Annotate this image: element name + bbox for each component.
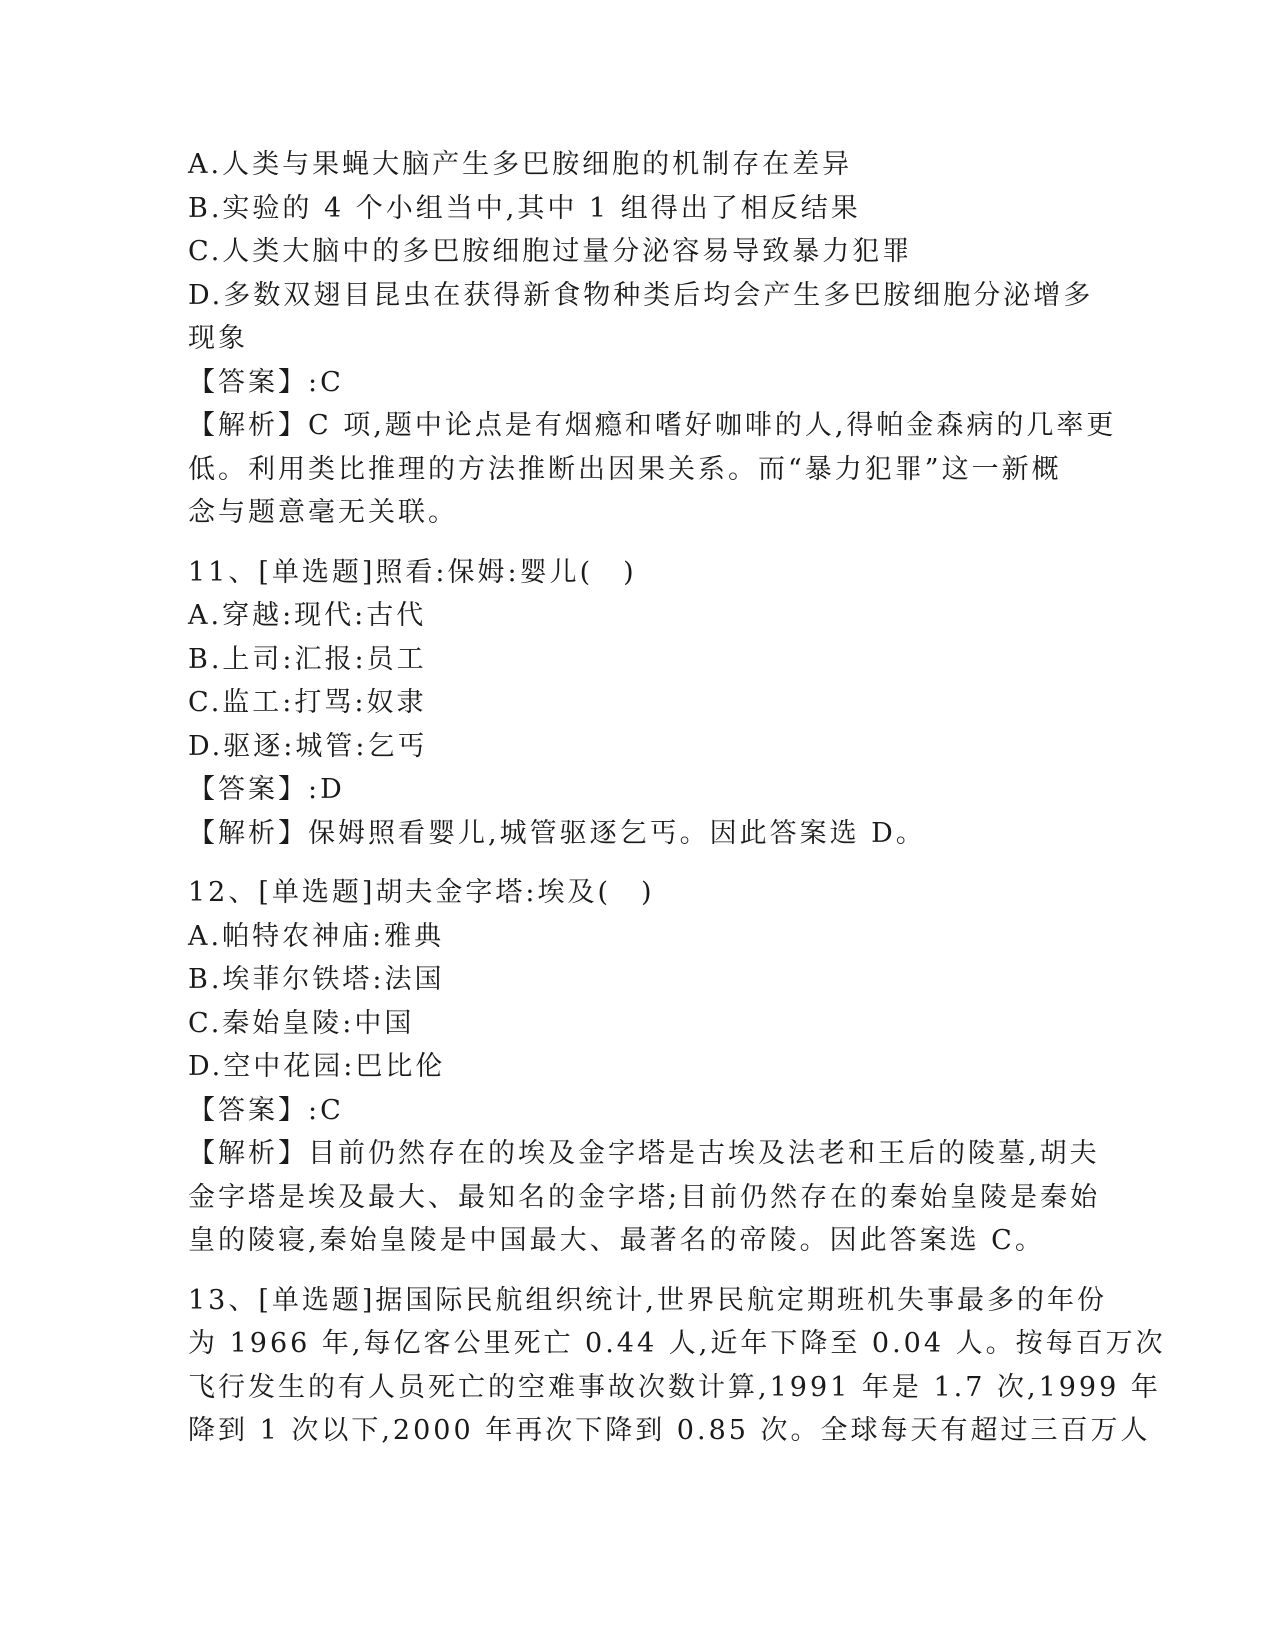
- option-d-continued: 现象: [188, 323, 248, 354]
- answer-line: 【答案】:C: [188, 366, 344, 398]
- option-c: C.人类大脑中的多巴胺细胞过量分泌容易导致暴力犯罪: [188, 236, 913, 267]
- answer-line: 【答案】:D: [188, 774, 345, 805]
- question-13: [188, 1279, 1166, 1453]
- question-stem-line: 降到 1 次以下,2000 年再次下降到 0.85 次。全球每天有超过三百万人: [188, 1415, 1151, 1446]
- section-gap: [188, 1263, 1088, 1279]
- analysis-line: 皇的陵寝,秦始皇陵是中国最大、最著名的帝陵。因此答案选 C。: [188, 1225, 1045, 1256]
- option-a: A.穿越:现代:古代: [188, 600, 427, 631]
- analysis-line: 【解析】C 项,题中论点是有烟瘾和嗜好咖啡的人,得帕金森病的几率更: [188, 410, 1117, 441]
- option-c: C.秦始皇陵:中国: [188, 1007, 415, 1039]
- question-stem-line: 为 1966 年,每亿客公里死亡 0.44 人,近年下降至 0.04 人。按每百万次: [188, 1328, 1166, 1359]
- question-stem-line: 飞行发生的有人员死亡的空难事故次数计算,1991 年是 1.7 次,1999 年: [188, 1371, 1161, 1403]
- option-b: B.实验的 4 个小组当中,其中 1 组得出了相反结果: [188, 192, 861, 224]
- question-10-tail: [188, 143, 1117, 535]
- analysis-line: 念与题意毫无关联。: [188, 497, 458, 528]
- question-stem: 11、[单选题]照看:保姆:婴儿( ): [188, 556, 637, 588]
- analysis-line: 【解析】目前仍然存在的埃及金字塔是古埃及法老和王后的陵墓,胡夫: [188, 1138, 1100, 1169]
- section-gap: [188, 855, 1088, 871]
- question-12: [188, 871, 1101, 1263]
- option-b: B.埃菲尔铁塔:法国: [188, 964, 445, 995]
- section-gap: [188, 535, 1088, 551]
- analysis-line: 金字塔是埃及最大、最知名的金字塔;目前仍然存在的秦始皇陵是秦始: [188, 1181, 1101, 1213]
- question-stem: 12、[单选题]胡夫金字塔:埃及( ): [188, 877, 655, 908]
- option-a: A.帕特农神庙:雅典: [188, 920, 445, 952]
- analysis-line: 低。利用类比推理的方法推断出因果关系。而“暴力犯罪”这一新概: [188, 453, 1062, 485]
- option-c: C.监工:打骂:奴隶: [188, 687, 427, 718]
- question-11: [188, 551, 1088, 856]
- option-a: A.人类与果蝇大脑产生多巴胺细胞的机制存在差异: [188, 149, 853, 180]
- option-d: D.驱逐:城管:乞丐: [188, 730, 428, 762]
- option-b: B.上司:汇报:员工: [188, 643, 427, 675]
- option-d: D.多数双翅目昆虫在获得新食物种类后均会产生多巴胺细胞分泌增多: [188, 279, 1094, 311]
- option-d: D.空中花园:巴比伦: [188, 1051, 446, 1082]
- page-content: [188, 143, 1166, 1453]
- question-stem-line: 13、[单选题]据国际民航组织统计,世界民航定期班机失事最多的年份: [188, 1284, 1108, 1316]
- analysis-line: 【解析】保姆照看婴儿,城管驱逐乞丐。因此答案选 D。: [188, 817, 926, 849]
- answer-line: 【答案】:C: [188, 1094, 344, 1126]
